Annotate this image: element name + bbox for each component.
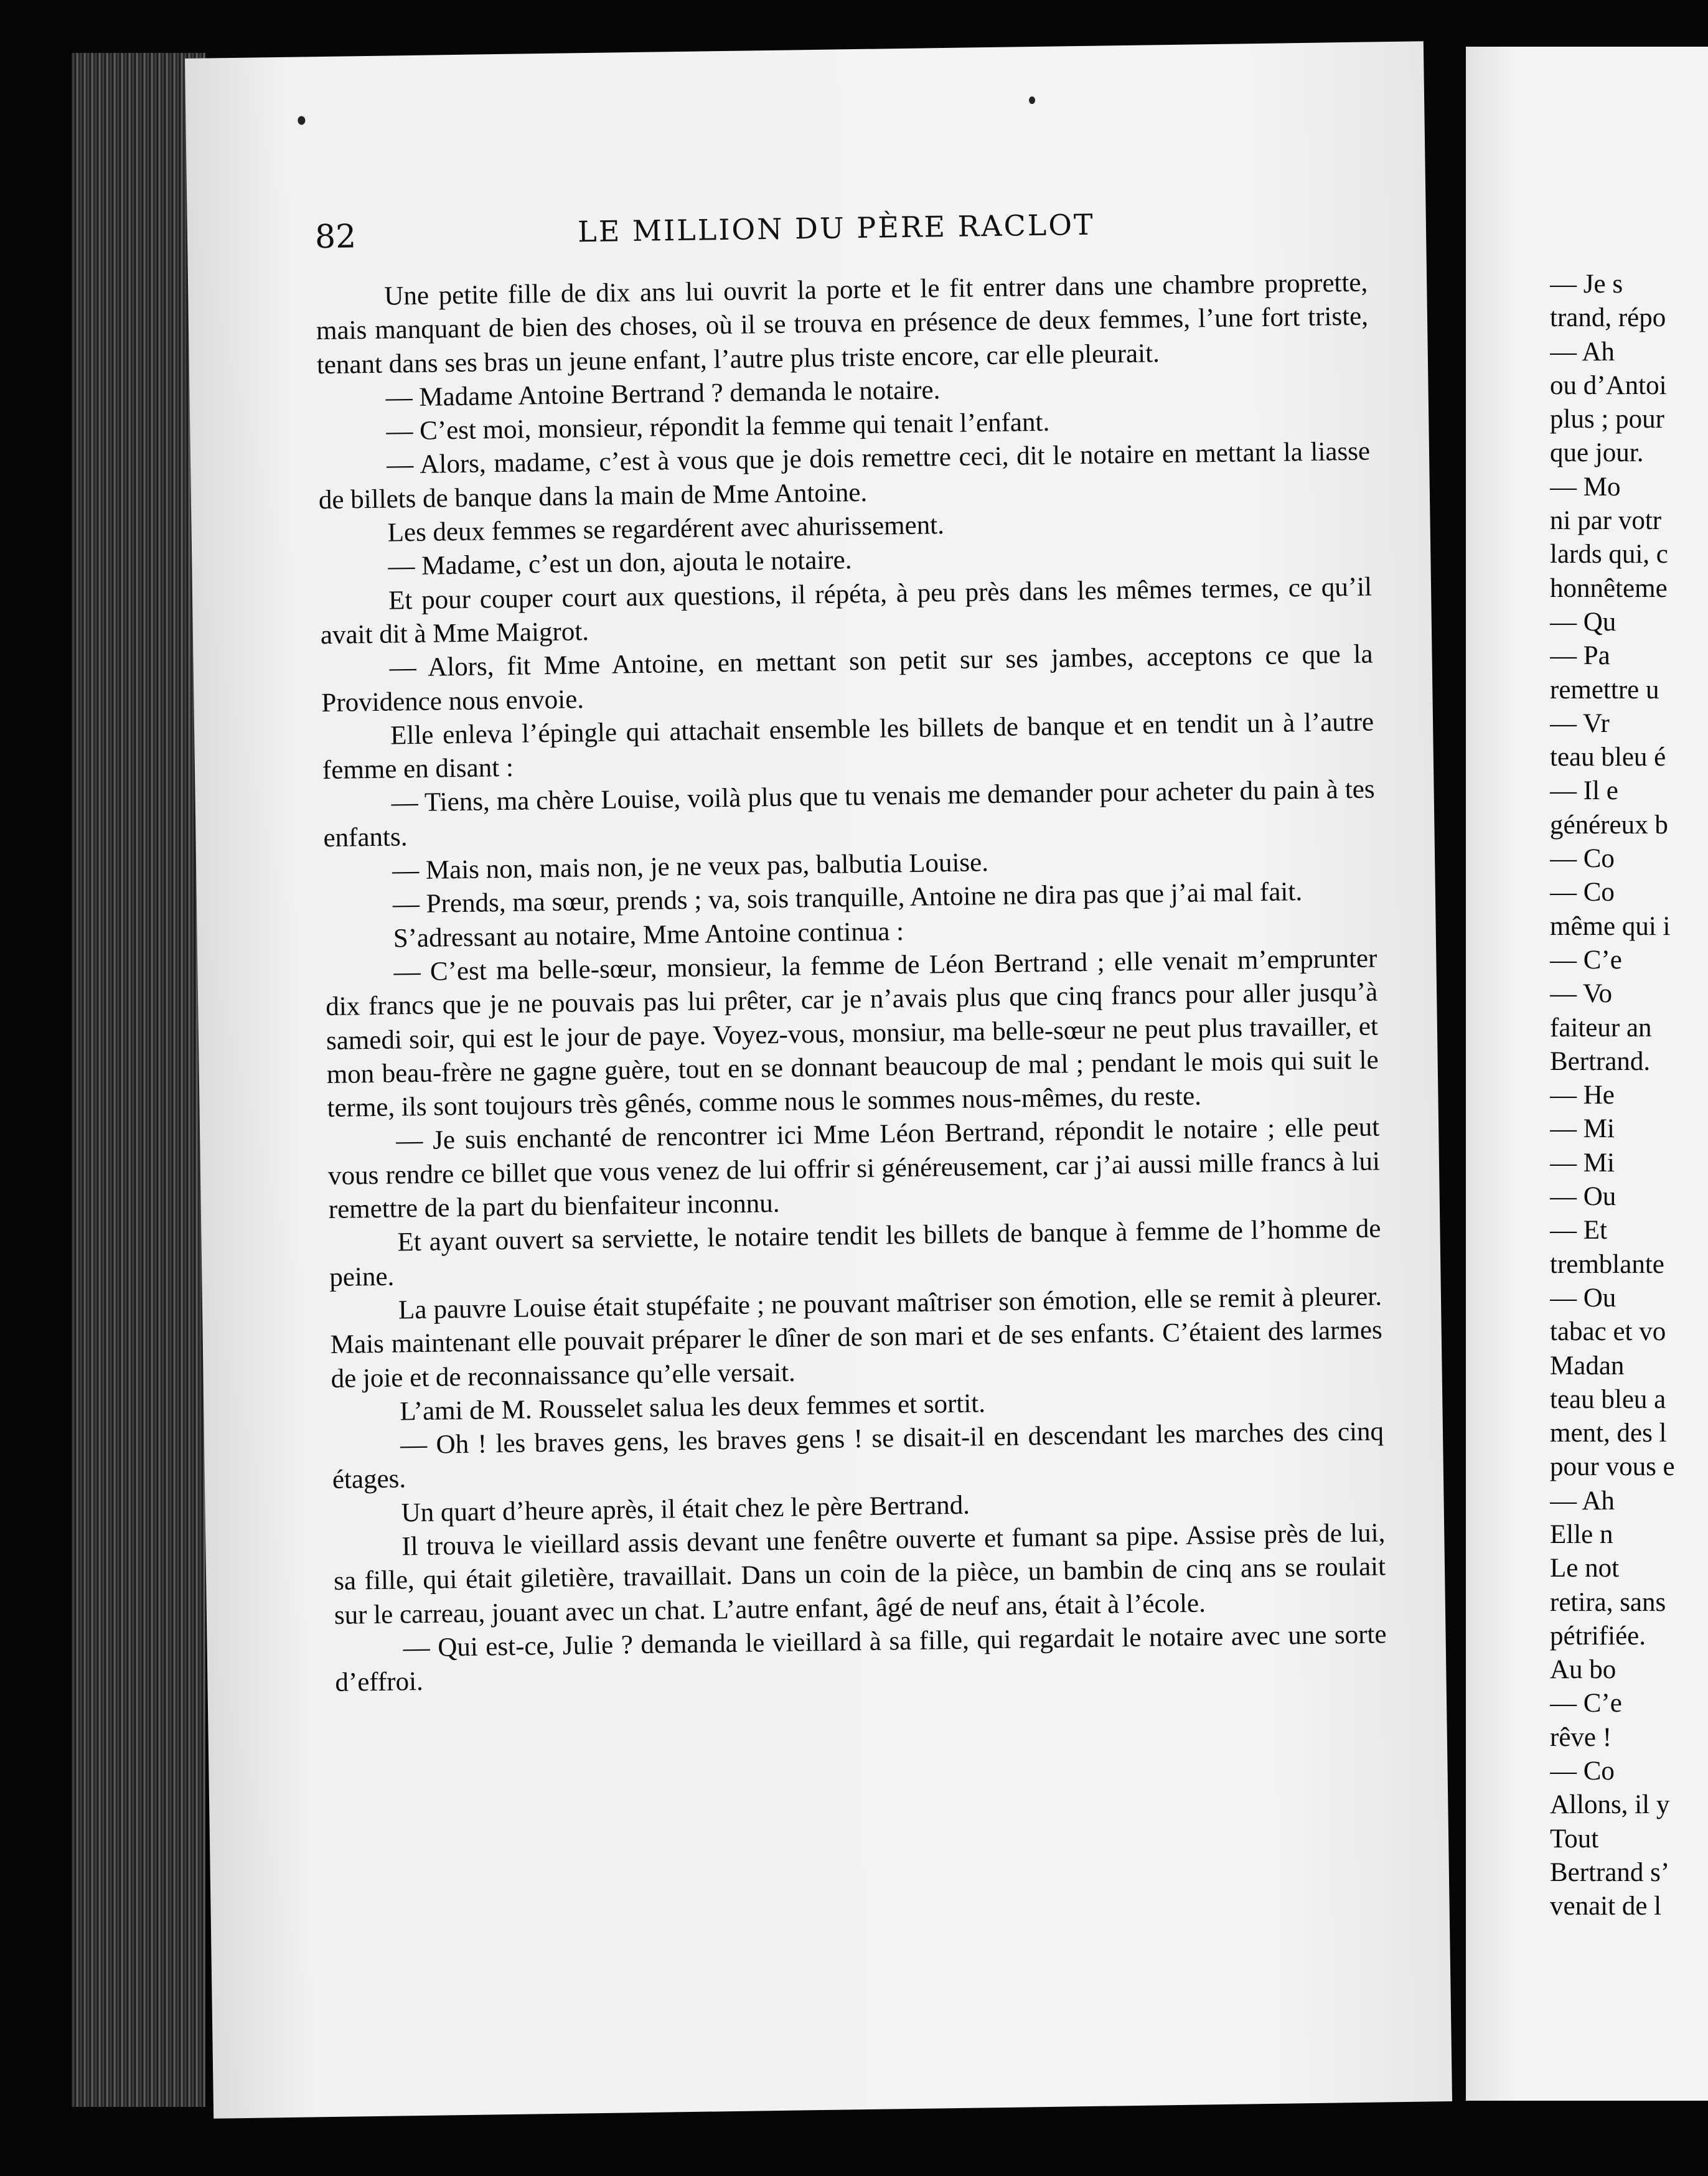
text-line: Madan	[1550, 1351, 1625, 1381]
text-line: — Co	[1550, 878, 1615, 907]
dust-speck	[298, 116, 305, 124]
text-line: Le not	[1550, 1554, 1620, 1583]
text-line: Bertrand s’	[1550, 1857, 1670, 1887]
text-line: venait de l	[1550, 1892, 1662, 1921]
paragraph: — Mais non, mais non, je ne veux pas, balbutia Louise.	[392, 848, 989, 886]
text-line: Au bo	[1550, 1655, 1616, 1685]
text-line: faiteur an	[1550, 1013, 1652, 1043]
paragraph: — C’est moi, monsieur, répondit la femme qui tenait l’enfant.	[386, 407, 1050, 446]
text-line: — Vo	[1550, 979, 1612, 1009]
text-line: ment, des l	[1550, 1419, 1667, 1448]
text-line: ni par votr	[1550, 506, 1662, 536]
text-line: ou d’Antoi	[1550, 370, 1667, 400]
paragraph: Elle enleva l’épingle qui attachait ensemble les billets de banque et en tendit un à l’autre femme en disant :	[322, 707, 1374, 786]
text-line: — Mo	[1550, 472, 1621, 502]
dust-speck	[1029, 96, 1035, 104]
text-line: — Je s	[1550, 270, 1623, 299]
text-line: Elle n	[1550, 1519, 1613, 1549]
paragraph: — Qui est-ce, Julie ? demanda le vieillard à sa fille, qui regardait le notaire avec une sorte d’effroi.	[335, 1620, 1387, 1698]
text-line: — Il e	[1550, 776, 1618, 806]
text-line: — Co	[1550, 844, 1615, 874]
paragraph: — Prends, ma sœur, prends ; va, sois tranquille, Antoine ne dira pas que j’ai mal fait.	[392, 877, 1303, 919]
text-line: teau bleu é	[1550, 743, 1666, 772]
text-line: — Vr	[1550, 708, 1610, 738]
text-line: que jour.	[1550, 438, 1644, 468]
text-line: teau bleu a	[1550, 1384, 1666, 1414]
paragraph: S’adressant au notaire, Mme Antoine continua :	[393, 916, 904, 954]
paragraph: Les deux femmes se regardérent avec ahurissement.	[387, 510, 945, 548]
text-line: — Pa	[1550, 641, 1610, 671]
text-line: — Qu	[1550, 607, 1616, 637]
body-text	[316, 266, 1387, 1700]
text-line: remettre u	[1550, 675, 1659, 705]
text-line: — Ah	[1550, 337, 1615, 367]
running-title: LE MILLION DU PÈRE RACLOT	[577, 207, 1095, 249]
right-page-text	[1550, 268, 1708, 1924]
text-line: trand, répo	[1550, 303, 1666, 333]
text-line: généreux b	[1550, 810, 1668, 840]
text-line: — Et	[1550, 1216, 1607, 1245]
book-page-edges	[72, 53, 205, 2107]
text-line: — Mi	[1550, 1148, 1615, 1178]
text-line: — Ou	[1550, 1182, 1616, 1212]
paragraph: Il trouva le vieillard assis devant une fenêtre ouverte et fumant sa pipe. Assise près de lui, sa fille, qui était giletière, travaillait. Dans un coin de la pièce, un bambin de cinq ans se roulait sur le carreau, jouant avec un chat. L’autre enfant, âgé de neuf ans, était à l’école.	[333, 1518, 1386, 1630]
paragraph: Une petite fille de dix ans lui ouvrit la porte et le fit entrer dans une chambre proprette, mais manquant de bien des choses, où il se trouva en présence de deux femmes, l’une fort triste, tenant dans ses bras un jeune enfant, l’autre plus triste encore, car elle pleurait.	[316, 268, 1369, 380]
paragraph: — Madame Antoine Bertrand ? demanda le notaire.	[385, 375, 941, 413]
text-line: Tout	[1550, 1824, 1599, 1854]
text-line: — Co	[1550, 1756, 1615, 1786]
paragraph: Un quart d’heure après, il était chez le père Bertrand.	[401, 1490, 970, 1528]
paragraph: — Alors, fit Mme Antoine, en mettant son petit sur ses jambes, acceptons ce que la Providence nous envoie.	[321, 639, 1373, 718]
paragraph: La pauvre Louise était stupéfaite ; ne pouvant maîtriser son émotion, elle se remit à pleurer. Mais maintenant elle pouvait préparer le dîner de son mari et de ses enfants. C’étaient des larmes de joie et de reconnaissance qu’elle versait.	[330, 1282, 1383, 1394]
text-line: plus ; pour	[1550, 405, 1664, 434]
paragraph: Et pour couper court aux questions, il répéta, à peu près dans les mêmes termes, ce qu’il avait dit à Mme Maigrot.	[320, 572, 1372, 650]
text-line: pétrifiée.	[1550, 1621, 1646, 1651]
text-line: — Ou	[1550, 1283, 1616, 1313]
text-line: — C’e	[1550, 945, 1622, 975]
left-page	[185, 41, 1452, 2118]
paragraph: Et ayant ouvert sa serviette, le notaire tendit les billets de banque à femme de l’homme de peine.	[329, 1214, 1381, 1292]
text-line: Allons, il y	[1550, 1790, 1670, 1820]
page-header	[314, 198, 1358, 268]
text-line: — He	[1550, 1081, 1615, 1110]
text-line: honnêteme	[1550, 573, 1668, 603]
text-line: retira, sans	[1550, 1587, 1666, 1617]
paragraph: — Alors, madame, c’est à vous que je dois remettre ceci, dit le notaire en mettant la liasse de billets de banque dans la main de Mme Antoine.	[318, 437, 1371, 515]
paragraph: L’ami de M. Rousselet salua les deux femmes et sortit.	[400, 1389, 986, 1427]
text-line: pour vous e	[1550, 1452, 1675, 1482]
text-line: — Ah	[1550, 1486, 1615, 1516]
text-line: Bertrand.	[1550, 1046, 1651, 1076]
text-line: tabac et vo	[1550, 1317, 1666, 1347]
paragraph: — Tiens, ma chère Louise, voilà plus que tu venais me demander pour acheter du pain à tes enfants.	[323, 774, 1375, 853]
right-page	[1466, 47, 1708, 2101]
text-line: — Mi	[1550, 1114, 1615, 1144]
paragraph: — Oh ! les braves gens, les braves gens ! se disait-il en descendant les marches des cinq étages.	[332, 1417, 1384, 1495]
paragraph: — Je suis enchanté de rencontrer ici Mme Léon Bertrand, répondit le notaire ; elle peut vous rendre ce billet que vous venez de lui offrir si généreusement, car j’ai aussi mille francs à lui remettre de la part du bienfaiteur inconnu.	[327, 1112, 1381, 1225]
text-line: rêve !	[1550, 1722, 1612, 1752]
page-number: 82	[314, 218, 357, 256]
paragraph: — C’est ma belle-sœur, monsieur, la femme de Léon Bertrand ; elle venait m’emprunter dix francs que je ne pouvais pas lui prêter, car je n’avais plus que cinq francs pour aller jusqu’à samedi soir, qui est le jour de paye. Voyez-vous, monsiur, ma belle-sœur ne peut plus travailler, et mon beau-frère ne gagne guère, tout en se donnant beaucoup de mal ; pendant le mois qui suit le terme, ils sont toujours très gênés, comme nous le sommes nous-mêmes, du reste.	[325, 944, 1379, 1123]
text-line: même qui i	[1550, 911, 1671, 941]
text-line: tremblante	[1550, 1249, 1664, 1279]
text-line: lards qui, c	[1550, 540, 1668, 570]
text-line: — C’e	[1550, 1689, 1622, 1719]
paragraph: — Madame, c’est un don, ajouta le notaire.	[388, 545, 852, 581]
